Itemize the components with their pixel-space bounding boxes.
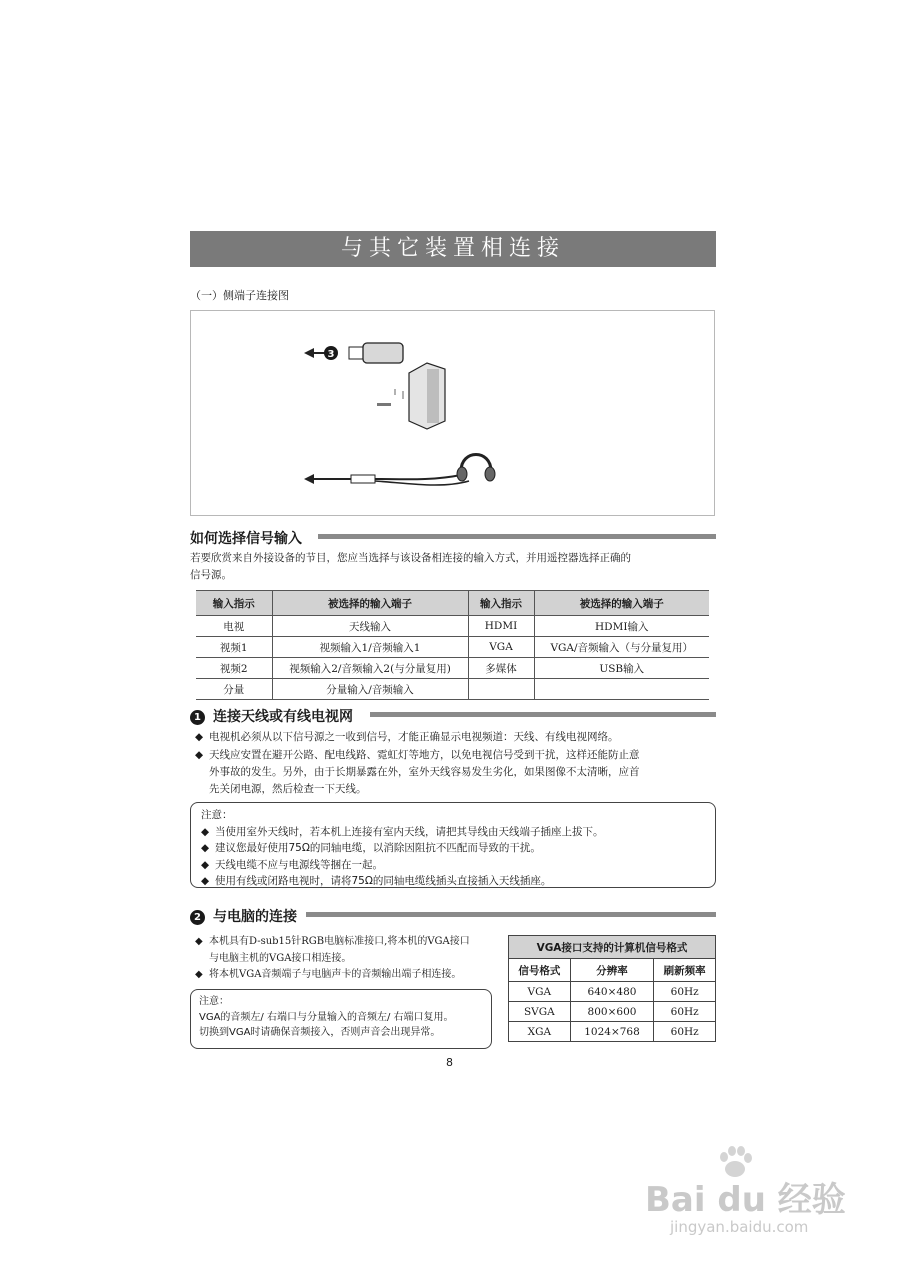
diamond-bullet-icon: ◆ xyxy=(195,936,203,947)
table-header: 被选择的输入端子 xyxy=(534,591,709,616)
watermark-url: jingyan.baidu.com xyxy=(670,1218,809,1236)
diamond-bullet-icon: ◆ xyxy=(195,969,203,980)
diamond-bullet-icon: ◆ xyxy=(201,875,210,887)
table-cell: 60Hz xyxy=(654,982,716,1002)
table-row xyxy=(196,616,709,637)
table-header: 刷新频率 xyxy=(654,959,716,982)
input-table xyxy=(196,590,709,700)
pc-section-title xyxy=(190,906,297,926)
diamond-bullet-icon: ◆ xyxy=(201,858,210,871)
antenna-note-box xyxy=(190,802,716,888)
side-connection-label: （一）侧端子连接图 xyxy=(190,289,289,302)
svg-text:3: 3 xyxy=(327,349,335,360)
audio-plug-icon xyxy=(351,475,375,483)
table-cell: HDMI xyxy=(468,616,534,637)
note-item: ◆ 使用有线或闭路电视时，请将75Ω的同轴电缆线插头直接插入天线插座。 xyxy=(201,873,705,890)
table-header: 输入指示 xyxy=(468,591,534,616)
table-header: 分辨率 xyxy=(570,959,654,982)
vga-format-table xyxy=(508,935,716,1042)
antenna-title-text: 连接天线或有线电视网 xyxy=(213,709,353,725)
bullet-continuation: 先关闭电源，然后检查一下天线。 xyxy=(209,783,367,795)
page-number: 8 xyxy=(446,1056,453,1069)
table-cell: XGA xyxy=(509,1022,571,1042)
table-cell: USB输入 xyxy=(534,658,709,679)
watermark-brand: Bai du 经验 xyxy=(645,1180,846,1220)
table-cell: 电视 xyxy=(196,616,272,637)
table-cell: VGA xyxy=(468,637,534,658)
note-line: 切换到VGA时请确保音频接入，否则声音会出现异常。 xyxy=(199,1027,441,1038)
bullet-continuation: 外事故的发生。另外，由于长期暴露在外，室外天线容易发生劣化，如果图像不太清晰，应首 xyxy=(209,766,640,778)
input-intro-line2: 信号源。 xyxy=(190,569,232,581)
bullet-item: ◆ 天线应安置在避开公路、配电线路、霓虹灯等地方，以免电视信号受到干扰，这样还能防止意 xyxy=(195,747,640,764)
note-title: 注意： xyxy=(199,996,229,1007)
diamond-bullet-icon: ◆ xyxy=(195,749,204,761)
table-row xyxy=(509,982,716,1002)
section-rule xyxy=(318,534,716,539)
pc-title-text: 与电脑的连接 xyxy=(213,909,297,925)
table-row xyxy=(509,1002,716,1022)
table-header-row xyxy=(196,591,709,616)
table-cell: 1024×768 xyxy=(570,1022,654,1042)
table-cell: 640×480 xyxy=(570,982,654,1002)
table-cell: 60Hz xyxy=(654,1002,716,1022)
table-caption: VGA接口支持的计算机信号格式 xyxy=(509,936,716,959)
table-header: 被选择的输入端子 xyxy=(272,591,468,616)
table-cell: 视频2 xyxy=(196,658,272,679)
input-select-title: 如何选择信号输入 xyxy=(190,531,302,547)
page-title-banner: 与其它装置相连接 xyxy=(190,231,716,267)
section-rule xyxy=(370,712,716,717)
table-header: 信号格式 xyxy=(509,959,571,982)
table-row xyxy=(509,1022,716,1042)
table-cell: 视频输入1/音频输入1 xyxy=(272,637,468,658)
table-cell: 分量输入/音频输入 xyxy=(272,679,468,700)
input-intro-line1: 若要欣赏来自外接设备的节目，您应当选择与该设备相连接的输入方式，并用遥控器选择正确的 xyxy=(190,552,631,564)
section-number-badge: 1 xyxy=(190,710,205,725)
table-row xyxy=(196,637,709,658)
bullet-item: ◆ 本机具有D-sub15针RGB电脑标准接口,将本机的VGA接口 xyxy=(195,933,470,950)
table-header: 输入指示 xyxy=(196,591,272,616)
antenna-section-title xyxy=(190,706,353,726)
diamond-bullet-icon: ◆ xyxy=(201,842,210,854)
table-cell: 60Hz xyxy=(654,1022,716,1042)
bullet-continuation: 与电脑主机的VGA接口相连接。 xyxy=(209,953,352,964)
table-cell: 视频输入2/音频输入2(与分量复用) xyxy=(272,658,468,679)
note-item: ◆ 当使用室外天线时，若本机上连接有室内天线，请把其导线由天线端子插座上拔下。 xyxy=(201,824,705,841)
usb-drive-icon xyxy=(363,343,403,363)
pc-note-box xyxy=(190,989,492,1049)
table-row xyxy=(196,658,709,679)
side-connection-diagram xyxy=(190,310,715,516)
table-row xyxy=(196,679,709,700)
section-number-badge: 2 xyxy=(190,910,205,925)
diamond-bullet-icon: ◆ xyxy=(195,731,204,743)
table-cell: 天线输入 xyxy=(272,616,468,637)
table-cell: 分量 xyxy=(196,679,272,700)
bullet-item: ◆ 电视机必须从以下信号源之一收到信号，才能正确显示电视频道：天线、有线电视网络。 xyxy=(195,729,619,746)
bullet-item: ◆ 将本机VGA音频端子与电脑声卡的音频输出端子相连接。 xyxy=(195,966,461,983)
table-cell: HDMI输入 xyxy=(534,616,709,637)
note-line: VGA的音频左/ 右端口与分量输入的音频左/ 右端口复用。 xyxy=(199,1011,454,1023)
note-title: 注意： xyxy=(201,809,233,821)
connection-illustration xyxy=(191,311,716,517)
table-cell xyxy=(468,679,534,700)
table-cell xyxy=(534,679,709,700)
table-cell: 视频1 xyxy=(196,637,272,658)
table-header-row xyxy=(509,959,716,982)
note-item: ◆ 天线电缆不应与电源线等捆在一起。 xyxy=(201,857,705,874)
table-cell: 800×600 xyxy=(570,1002,654,1022)
section-rule xyxy=(306,912,716,917)
table-cell: VGA xyxy=(509,982,571,1002)
diamond-bullet-icon: ◆ xyxy=(201,825,210,838)
table-cell: VGA/音频输入（与分量复用） xyxy=(534,637,709,658)
table-cell: 多媒体 xyxy=(468,658,534,679)
note-item: ◆ 建议您最好使用75Ω的同轴电缆，以消除因阻抗不匹配而导致的干扰。 xyxy=(201,840,705,857)
table-cell: SVGA xyxy=(509,1002,571,1022)
